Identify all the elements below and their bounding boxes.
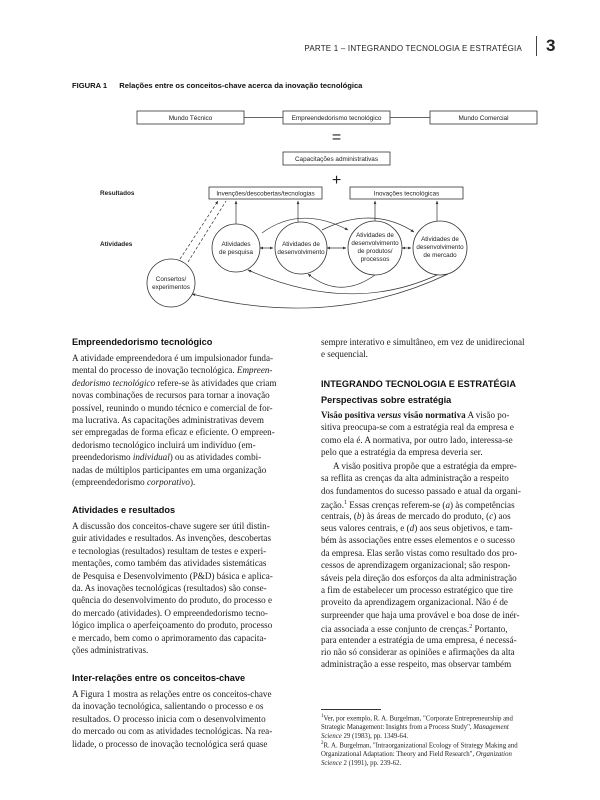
body-line: nadas de múltiplos participantes em uma organização bbox=[72, 464, 267, 475]
body-line: da empresa. Elas serão vistas como resultado dos pro- bbox=[321, 547, 518, 558]
produtos-line-4: processos bbox=[360, 256, 390, 263]
body-line: cia associada a esse conjunto de crenças.$^2$ Portanto, bbox=[321, 624, 508, 635]
body-line: novas combinações de recursos para tornar a inovação bbox=[72, 390, 270, 401]
heading-empreendedorismo: Empreendedorismo tecnológico bbox=[72, 337, 213, 347]
footnote-2: $^2$R. A. Burgelman, "Intraorganizational Ecology of Strategy Making and Organizational Adaptation: Theory and Field Research", Organization Science 2 (1991), pp. 239-62. bbox=[321, 741, 518, 768]
body-line: Visão positiva versus visão normativa A visão po- bbox=[321, 410, 510, 420]
body-line: a fim de estabelecer um processo estratégico que tire bbox=[321, 585, 513, 595]
body-line: A discussão dos conceitos-chave sugere ser útil distin- bbox=[72, 521, 270, 531]
body-line: como ela é. A normativa, por outro lado, interessa-se bbox=[321, 434, 513, 445]
body-line: sáveis pela direção dos esforços da alta administração bbox=[321, 572, 517, 583]
body-line: cessos de aprendizagem organizacional; são respon- bbox=[321, 560, 511, 571]
body-line: sempre interativo e simultâneo, em vez de unidirecional bbox=[321, 337, 525, 347]
arc-bottom bbox=[308, 274, 375, 287]
body-line: A visão positiva propõe que a estratégia da empre- bbox=[333, 461, 517, 471]
mundo-tecnico-label: Mundo Técnico bbox=[168, 115, 213, 122]
result-invencoes-label: Invenções/descobertas/tecnologias bbox=[216, 190, 315, 198]
pesquisa-line-1: Atividades bbox=[221, 241, 251, 248]
body-line: ser empregadas de forma eficaz e eficiente. O empreen- bbox=[72, 427, 275, 438]
body-line: e sequencial. bbox=[321, 349, 368, 360]
body-line: dedorismo tecnológico incluirá um indivíduo (em- bbox=[72, 439, 256, 450]
body-line: ções administrativas. bbox=[72, 645, 149, 655]
body-line: proveito da aprendizagem organizacional. Não é de bbox=[321, 597, 508, 608]
consertos-line-2: experimentos bbox=[152, 284, 190, 291]
figure-number: FIGURA 1 bbox=[72, 81, 108, 90]
circle-consertos bbox=[147, 259, 195, 307]
heading-atividades: Atividades e resultados bbox=[72, 505, 176, 515]
produtos-line-1: Atividades de bbox=[356, 232, 394, 239]
empreendedorismo-label: Empreendedorismo tecnológico bbox=[291, 115, 382, 122]
mercado-line-1: Atividades de bbox=[421, 236, 459, 243]
body-line: sa reflita as crenças da alta administração a respeito bbox=[321, 473, 509, 484]
circle-pesquisa bbox=[212, 224, 260, 272]
heading-inter-relacoes: Inter-relações entre os conceitos-chave bbox=[72, 673, 246, 683]
body-line: A Figura 1 mostra as relações entre os conceitos-chave bbox=[72, 689, 272, 699]
body-line: da inovação tecnológica, salientando o processo e os bbox=[72, 701, 264, 712]
running-header: PARTE 1 – INTEGRANDO TECNOLOGIA E ESTRATÉGIA bbox=[304, 44, 522, 53]
body-line: surpreender que haja uma provável e boa dose de inér- bbox=[321, 609, 520, 620]
desenvolvimento-line-1: Atividades de bbox=[282, 241, 320, 248]
body-line: administração a esse respeito, mas observar também bbox=[321, 659, 512, 670]
result-inovacoes-label: Inovações tecnológicas bbox=[373, 190, 440, 198]
body-line: e tecnologias (resultados) resultam de testes e experi- bbox=[72, 545, 267, 556]
body-line: da. As inovações tecnológicas (resultados) são conse- bbox=[72, 583, 267, 593]
body-line: rio não só considerar as opiniões e afirmações da alta bbox=[321, 647, 515, 657]
capacitacoes-label: Capacitações administrativas bbox=[294, 156, 379, 163]
row-label-resultados: Resultados bbox=[100, 190, 135, 197]
body-line: resultados. O processo inicia com o desenvolvimento bbox=[72, 713, 266, 724]
row-label-atividades: Atividades bbox=[100, 241, 133, 248]
body-line: do mercado ou com as atividades tecnológicas. Na rea- bbox=[72, 726, 273, 737]
body-line: e mercado, bem como o aprimoramento das capacita- bbox=[72, 632, 267, 643]
body-line: dedorismo tecnológico refere-se às atividades que criam bbox=[72, 377, 277, 388]
body-line: preendedorismo individual) ou as atividades combi- bbox=[72, 452, 262, 463]
body-line: pelo que a estratégia da empresa deveria ser. bbox=[321, 447, 483, 458]
body-line: mental do processo de inovação tecnológica. Empreen- bbox=[72, 365, 273, 376]
body-line: do mercado (atividades). O empreendedorismo tecno- bbox=[72, 607, 268, 618]
footnote-ref: 2 bbox=[469, 624, 473, 631]
body-line: guir atividades e resultados. As invenções, descobertas bbox=[72, 533, 271, 544]
body-line: bém às associações entre esses elementos e o sucesso bbox=[321, 535, 515, 546]
body-line: (empreendedorismo corporativo). bbox=[72, 477, 196, 487]
mercado-line-2: desenvolvimento bbox=[416, 244, 464, 251]
arc-bottom bbox=[192, 274, 448, 308]
body-line: para entender a estratégia de uma empresa, é necessá- bbox=[321, 634, 517, 645]
body-line: centrais, (b) às áreas de mercado do produto, (c) aos bbox=[321, 510, 511, 521]
produtos-line-2: desenvolvimento bbox=[351, 240, 399, 247]
plus-sign: + bbox=[331, 172, 342, 189]
body-line: lógico implica o aperfeiçoamento do produto, processo bbox=[72, 620, 273, 631]
body-line: ma lucrativa. As capacitações administrativas devem bbox=[72, 415, 264, 425]
body-line: zação.$^1$ Essas crenças referem-se (a) às competências bbox=[321, 500, 515, 511]
page-number: 3 bbox=[546, 36, 556, 55]
figure-caption-text: Relações entre os conceitos-chave acerca da inovação tecnológica bbox=[119, 81, 363, 90]
subsection-heading: Perspectivas sobre estratégia bbox=[321, 395, 452, 405]
body-line: dos fundamentos do sucesso passado e atual da organi- bbox=[321, 485, 521, 496]
produtos-line-3: de produtos/ bbox=[357, 248, 393, 255]
body-line: A atividade empreendedora é um impulsionador funda- bbox=[72, 353, 274, 363]
body-line: possível, reunindo o mundo técnico e comercial de for- bbox=[72, 402, 273, 413]
innovation-diagram bbox=[0, 0, 600, 330]
mercado-line-3: de mercado bbox=[423, 252, 457, 259]
body-line: lidade, o processo de inovação tecnológica será quase bbox=[72, 738, 268, 749]
body-line: quência do desenvolvimento do produto, do processo e bbox=[72, 595, 273, 606]
footnote-ref: 1 bbox=[343, 500, 347, 507]
mundo-comercial-label: Mundo Comercial bbox=[458, 115, 509, 122]
body-line: de Pesquisa e Desenvolvimento (P&D) básica e aplica- bbox=[72, 570, 273, 581]
footnote-1: $^1$Ver, por exemplo, R. A. Burgelman, "Corporate Entrepreneurship and Strategic Management: Insights from a Process Study", Management Science 29 (1983), pp. 1349-64. bbox=[321, 714, 513, 741]
right-column bbox=[321, 336, 567, 706]
desenvolvimento-line-2: desenvolvimento bbox=[277, 249, 325, 256]
section-heading: INTEGRANDO TECNOLOGIA E ESTRATÉGIA bbox=[321, 379, 516, 389]
body-line: seus valores centrais, e (d) aos seus objetivos, e tam- bbox=[321, 523, 513, 533]
equals-sign: = bbox=[331, 129, 342, 146]
pesquisa-line-2: de pesquisa bbox=[219, 249, 253, 256]
footnote-rule bbox=[321, 709, 381, 710]
consertos-line-1: Consertos/ bbox=[155, 276, 187, 283]
body-line: mentações, como também das atividades sistemáticas bbox=[72, 558, 267, 569]
circle-desenvolvimento bbox=[275, 222, 327, 274]
body-line: sitiva preocupa-se com a estratégia real da empresa e bbox=[321, 422, 514, 433]
left-column bbox=[72, 336, 318, 796]
